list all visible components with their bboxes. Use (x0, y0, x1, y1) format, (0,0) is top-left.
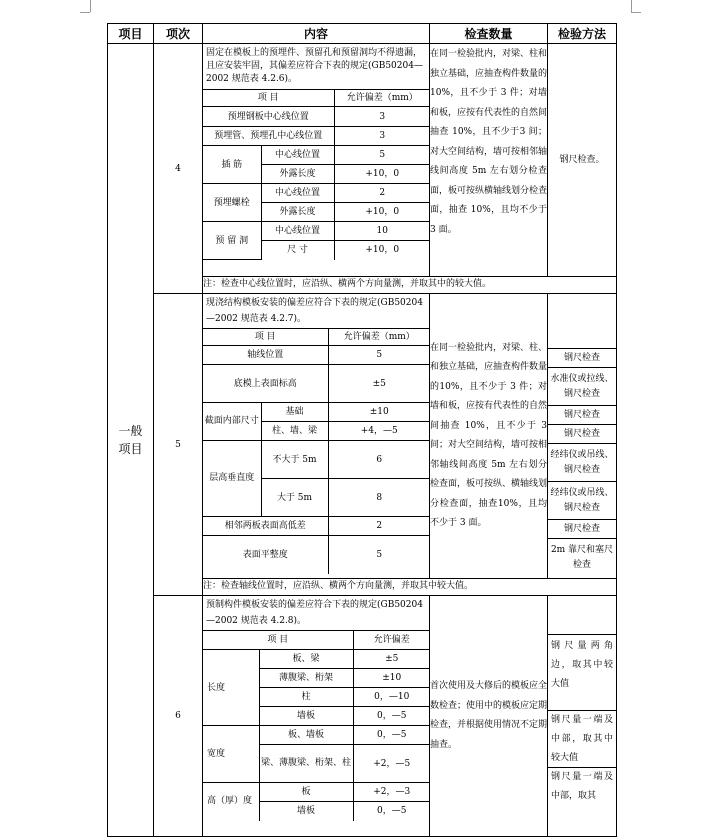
row-group: 预 留 洞 (203, 222, 261, 260)
row-value: 3 (334, 127, 430, 146)
row-value: ±5 (328, 365, 430, 403)
header-item: 项目 (108, 24, 154, 44)
method-6-item: 钢尺量一端及中部，取其中较大值 (548, 711, 616, 768)
row-label: 预埋管、预埋孔中心线位置 (203, 127, 334, 146)
intro-4: 固定在模板上的预埋件、预留孔和预留洞均不得遗漏，且应安装牢固，其偏差应符合下表的规定(GB50204—2002 规范表 4.2.6)。 (206, 48, 423, 84)
row-value: 8 (328, 479, 430, 517)
row-label: 表面平整度 (203, 536, 328, 574)
content-6 (203, 596, 430, 837)
row-sub: 板、墙板 (259, 726, 353, 745)
quantity-5: 在同一检验批内，对梁、柱、和独立基础，应抽查构件数量的10%，且不少于 3 件；对墙和板，应按有代表性的自然间抽查 10%，且不少于 3 间；对大空间结构，墙可按相邻轴线间高度 5m 左右划分检查面，板可按纵、横轴线划分检查面，抽查10%，且均不少于 3 面。 (430, 294, 548, 579)
row-value: 2 (334, 184, 430, 203)
crop-mark (80, 12, 90, 13)
intro-5: 现浇结构模板安装的偏差应符合下表的规定(GB50204—2002 规范表 4.2.7)。 (206, 298, 423, 324)
row-group: 长度 (203, 650, 259, 726)
row-group: 截面内部尺寸 (203, 403, 261, 441)
col-item-6: 项 目 (203, 631, 353, 650)
method-4: 钢尺检查。 (548, 44, 617, 277)
row-sub: 大于 5m (261, 479, 328, 517)
deviation-table-4 (203, 89, 430, 260)
header-seq: 项次 (154, 24, 203, 44)
row-value: 5 (328, 536, 430, 574)
general-item-label: 一般项目 (118, 424, 143, 456)
row-group: 层高垂直度 (203, 441, 261, 517)
row-value: ±5 (353, 650, 430, 669)
row-value: +2，—5 (353, 745, 430, 783)
col-item-4: 项 目 (203, 90, 334, 107)
row-label: 轴线位置 (203, 346, 328, 365)
row-value: ±10 (328, 403, 430, 422)
row-value: 3 (334, 107, 430, 127)
row-value: 10 (334, 222, 430, 241)
col-item-5: 项 目 (203, 329, 328, 346)
row-value: +10，0 (334, 203, 430, 222)
crop-mark (90, 0, 91, 12)
col-dev-4: 允许偏差（mm） (334, 90, 430, 107)
header-content: 内容 (203, 24, 430, 44)
seq-4: 4 (154, 44, 203, 294)
row-value: 0，—5 (353, 726, 430, 745)
method-5-item: 钢尺检查 (548, 425, 616, 444)
intro-6: 预制构件模板安装的偏差应符合下表的规定(GB50204—2002 规范表 4.2.8)。 (206, 600, 423, 626)
deviation-table-5 (203, 328, 430, 574)
row-value: +4，—5 (328, 422, 430, 441)
deviation-table-6 (203, 630, 430, 821)
row-value: 0，—5 (353, 707, 430, 726)
row-group: 插 筋 (203, 146, 261, 184)
row-sub: 尺 寸 (261, 241, 334, 260)
row-label: 底模上表面标高 (203, 365, 328, 403)
method-6-spacer (548, 596, 616, 635)
row-sub: 中心线位置 (261, 146, 334, 165)
header-method: 检验方法 (548, 24, 617, 44)
method-5-spacer (548, 294, 616, 349)
row-value: 6 (328, 441, 430, 479)
inspection-table (107, 23, 617, 837)
method-5-item: 经纬仪或吊线、钢尺检查 (548, 482, 616, 520)
note-5: 注：检查轴线位置时，应沿纵、横两个方向量测，并取其中较大值。 (203, 579, 617, 596)
row-sub: 基础 (261, 403, 328, 422)
method-5-item: 钢尺检查 (548, 406, 616, 425)
row-value: +10，0 (334, 241, 430, 260)
header-quantity: 检查数量 (430, 24, 548, 44)
header-row (108, 24, 617, 44)
row-label: 相邻两板表面高低差 (203, 517, 328, 536)
row-sub: 外露长度 (261, 165, 334, 184)
method-5 (548, 294, 617, 579)
note-4: 注：检查中心线位置时，应沿纵、横两个方向量测，并取其中的较大值。 (203, 277, 617, 294)
method-5-item: 经纬仪或吊线、钢尺检查 (548, 444, 616, 482)
general-item-cell (108, 44, 154, 837)
row-sub: 不大于 5m (261, 441, 328, 479)
section-5-row (108, 294, 617, 579)
crop-mark (631, 12, 641, 13)
method-5-item: 钢尺检查 (548, 349, 616, 368)
method-5-item: 2m 靠尺和塞尺检查 (550, 545, 614, 570)
row-sub: 中心线位置 (261, 184, 334, 203)
row-value: 5 (328, 346, 430, 365)
row-sub: 柱 (259, 688, 353, 707)
row-sub: 外露长度 (261, 203, 334, 222)
col-dev-6: 允许偏差 (353, 631, 430, 650)
row-value: 2 (328, 517, 430, 536)
crop-mark (631, 0, 632, 12)
row-value: ±10 (353, 669, 430, 688)
row-group: 宽度 (203, 726, 259, 783)
row-sub: 薄腹梁、桁架 (259, 669, 353, 688)
method-6-item: 钢尺量一端及中部，取其 (551, 772, 613, 801)
seq-6: 6 (154, 596, 203, 837)
content-5 (203, 294, 430, 579)
row-sub: 墙板 (259, 802, 353, 821)
section-4-row (108, 44, 617, 277)
row-value: 0，—10 (353, 688, 430, 707)
row-value: +10，0 (334, 165, 430, 184)
row-sub: 中心线位置 (261, 222, 334, 241)
row-sub: 板 (259, 783, 353, 802)
row-group: 高（厚）度 (203, 783, 259, 821)
content-4 (203, 44, 430, 277)
seq-5: 5 (154, 294, 203, 596)
quantity-6: 首次使用及大修后的模板应全数检查；使用中的模板应定期检查，并根据使用情况不定期抽查。 (430, 596, 548, 837)
row-sub: 墙板 (259, 707, 353, 726)
method-6 (548, 596, 617, 837)
method-5-item: 钢尺检查 (548, 520, 616, 539)
section-6-row (108, 596, 617, 837)
row-sub: 板、梁 (259, 650, 353, 669)
quantity-4: 在同一检验批内，对梁、柱和独立基础，应抽查构件数量的10%，且不少于 3 件；对墙和板，应按有代表性的自然间抽查 10%，且不少于3 间；对大空间结构，墙可按相邻轴线间高度 5m 左右划分检查面，板可按纵横轴线划分检查面，抽查 10%，且均不少于 3 面。 (430, 44, 548, 277)
row-sub: 梁、薄腹梁、桁架、柱 (259, 745, 353, 783)
row-sub: 柱、墙、梁 (261, 422, 328, 441)
row-group: 预埋螺栓 (203, 184, 261, 222)
row-value: 5 (334, 146, 430, 165)
method-5-item: 水准仪或拉线、钢尺检查 (548, 368, 616, 406)
method-6-item: 钢尺量两角边，取其中较大值 (548, 635, 616, 711)
row-value: +2，—3 (353, 783, 430, 802)
row-value: 0，—5 (353, 802, 430, 821)
row-label: 预埋钢板中心线位置 (203, 107, 334, 127)
col-dev-5: 允许偏差（mm） (328, 329, 430, 346)
